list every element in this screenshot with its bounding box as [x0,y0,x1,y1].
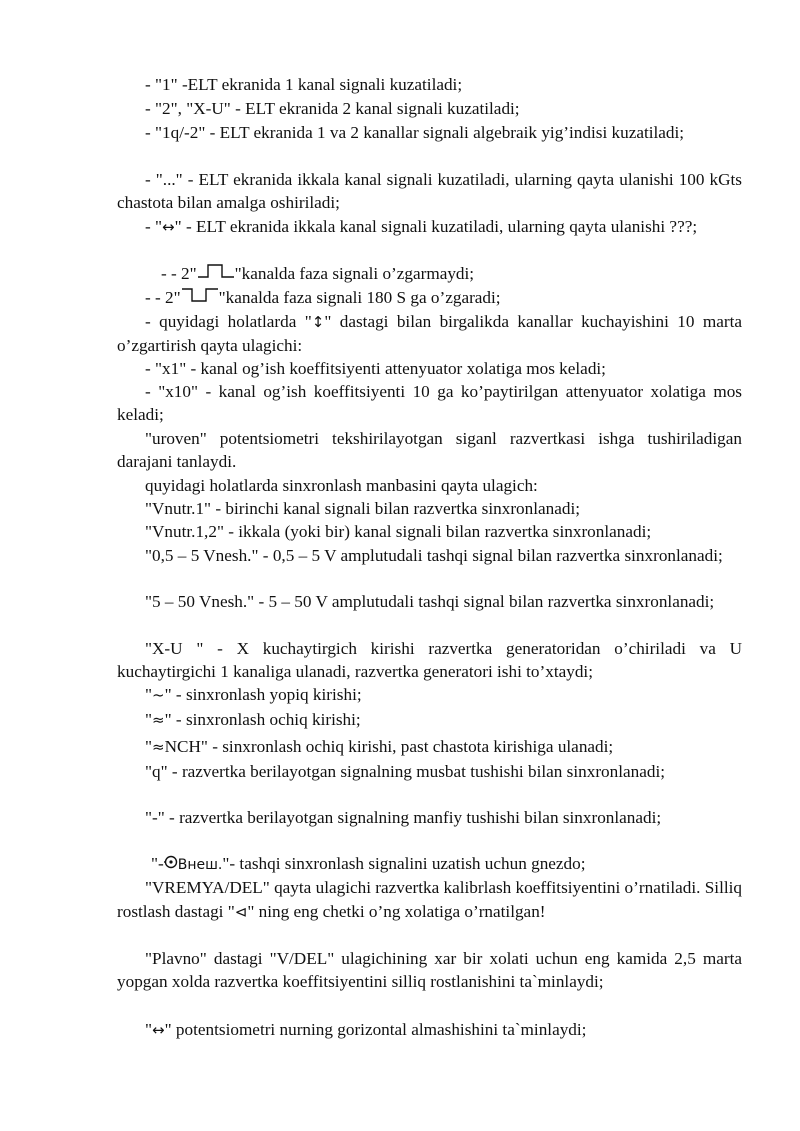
para-sync-source: quyidagi holatlarda sinxronlash manbasini qayta ulagich: [145,476,538,495]
text-post: " dastagi bilan birgalikda kanallar kuchayishini 10 marta o’zgartirish qayta ulagichi: [117,312,743,356]
coax-socket-icon [164,855,178,869]
text-post: " ning eng chetki o’ng xolatiga o’rnatilgan! [247,902,546,921]
para-phase-0 [117,262,742,285]
para-sum: - "1q/-2" - ELT ekranida 1 va 2 kanallar signali algebraik yig’indisi kuzatiladi; [145,123,685,142]
text-pre: - - 2" [145,288,181,307]
para-vremya-del [117,876,742,924]
positive-pulse-icon [197,263,235,279]
para-gain-switch [117,310,742,357]
para-sync-lf [117,735,742,759]
text-pre: - quyidagi holatlarda " [145,312,312,331]
text-post: " potentsiometri nurning gorizontal almashishini ta`minlaydi; [164,1020,587,1039]
double-arrow-symbol: ↔ [152,1021,165,1039]
approx-symbol: ≈ [152,711,165,729]
para-sync-closed [117,683,742,707]
para-vnutr1: "Vnutr.1" - birinchi kanal signali bilan razvertka sinxronlanadi; [145,499,581,518]
para-plavno: "Plavno" dastagi "V/DEL" ulagichining xar bir xolati uchun eng kamida 2,5 marta yopgan xolda razvertka koeffitsiyentini silliq rostlanishini ta`minlaydi; [117,949,742,992]
para-vnesh-5: "5 – 50 Vnesh." - 5 – 50 V amplutudali tashqi signal bilan razvertka sinxronlanadi; [145,592,715,611]
text-pre: - " [145,217,163,236]
approx-symbol: ≈ [152,738,165,756]
text-pre: " [145,1020,153,1039]
triangle-left-symbol: ⊲ [234,903,248,921]
text-pre: " [145,685,153,704]
para-vnesh-05: "0,5 – 5 Vnesh." - 0,5 – 5 V amplutudali tashqi signal bilan razvertka sinxronlanadi; [145,546,723,565]
para-ch2: - "2", "X-U" - ELT ekranida 2 kanal signali kuzatiladi; [145,99,520,118]
text-pre: - - 2" [161,264,197,283]
text-post: "kanalda faza signali 180 S ga o’zgaradi; [218,288,501,307]
para-horizontal-shift [117,1018,742,1042]
double-arrow-symbol: ↔ [162,218,175,236]
para-x1: - "x1" - kanal og’ish koeffitsiyenti attenyuator xolatiga mos keladi; [145,359,606,378]
text-pre: "VREMYA/DEL" qayta ulagichi razvertka kalibrlash koeffitsiyentini o’rnatiladi. Silliq rostlash dastagi " [117,878,742,921]
text-post: " - sinxronlash ochiq kirishi; [164,710,361,729]
para-negative-slope: "-" - razvertka berilayotgan signalning manfiy tushishi bilan sinxronlanadi; [145,808,662,827]
text-post: " - ELT ekranida ikkala kanal signali kuzatiladi, ularning qayta ulanishi ???; [174,217,698,236]
para-chop: - "..." - ELT ekranida ikkala kanal signali kuzatiladi, ularning qayta ulanishi 100 kGts chastota bilan amalga oshiriladi; [117,170,742,213]
tilde-symbol: ~ [152,686,165,704]
text-pre: " [145,710,153,729]
para-x10: - "x10" - kanal og’ish koeffitsiyenti 10 ga ko’paytirilgan attenyuator xolatiga mos keladi; [117,382,742,425]
negative-pulse-icon [181,287,219,303]
para-sync-open [117,708,742,732]
socket-label: Внеш. [177,857,223,873]
para-phase-180 [117,286,742,309]
para-x-u: "X-U " - X kuchaytirgich kirishi razvertka generatoridan o’chiriladi va U kuchaytirgichi 1 kanaliga ulanadi, razvertka generatori ishi to’xtaydi; [117,639,742,682]
text-post: NCH" - sinxronlash ochiq kirishi, past chastota kirishiga ulanadi; [164,737,614,756]
text-post: "kanalda faza signali o’zgarmaydi; [234,264,475,283]
text-pre: "- [151,854,164,873]
para-alt [117,215,742,239]
para-ch1: - "1" -ELT ekranida 1 kanal signali kuzatiladi; [145,75,463,94]
text-pre: " [145,737,153,756]
vertical-arrow-symbol: ↕ [311,313,325,331]
text-post: " - sinxronlash yopiq kirishi; [164,685,362,704]
para-vnutr12: "Vnutr.1,2" - ikkala (yoki bir) kanal signali bilan razvertka sinxronlanadi; [145,522,652,541]
para-positive-slope: "q" - razvertka berilayotgan signalning musbat tushishi bilan sinxronlanadi; [145,762,665,781]
text-post: "- tashqi sinxronlash signalini uzatish uchun gnezdo; [222,854,586,873]
para-ext-socket [117,852,742,877]
para-uroven: "uroven" potentsiometri tekshirilayotgan siganl razvertkasi ishga tushiriladigan darajani tanlaydi. [117,429,742,472]
